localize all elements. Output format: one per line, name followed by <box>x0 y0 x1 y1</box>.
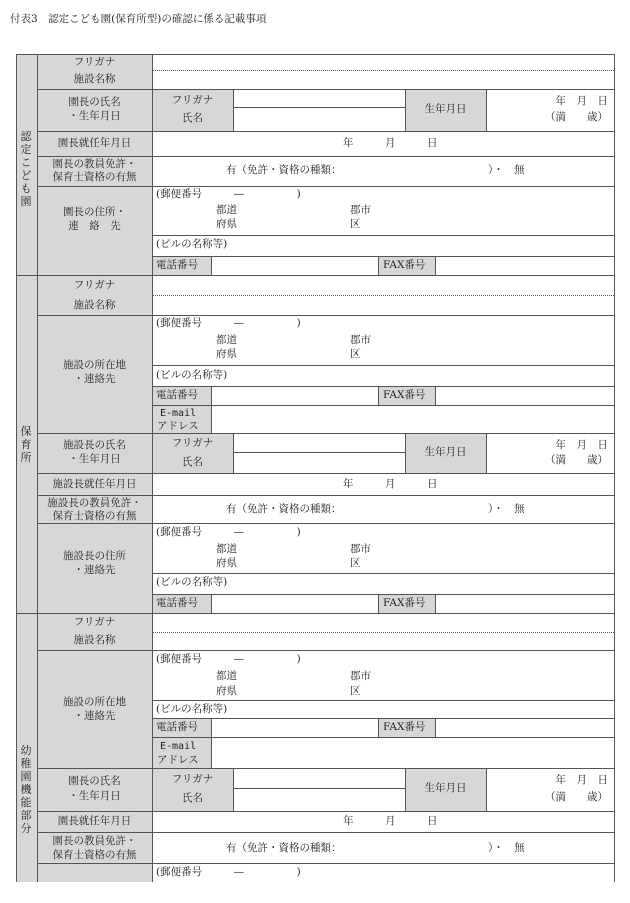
label-facility-name: 施設名称 <box>73 73 116 85</box>
v <box>233 768 234 811</box>
postal-code: (郵便番号 — ) <box>156 653 301 665</box>
label-director-birth: ・生年月日 <box>68 110 121 122</box>
label-phone: 電話番号 <box>156 389 198 401</box>
value-age: （満 歳） <box>545 454 608 466</box>
building-name: (ビルの名称等) <box>156 238 228 250</box>
label-director-license-2: 保育士資格の有無 <box>52 171 137 183</box>
label-birth-date: 生年月日 <box>424 103 467 115</box>
label-director-birth: ・生年月日 <box>68 790 121 802</box>
label-director-name: 園長の氏名 <box>68 775 121 787</box>
row-line <box>37 811 614 812</box>
gunshi-2: 区 <box>350 685 361 697</box>
row-line <box>37 495 614 496</box>
label-director-address-2: 連 絡 先 <box>68 220 121 232</box>
label-location-2: ・連絡先 <box>73 710 116 722</box>
postal-code: (郵便番号 — ) <box>156 317 301 329</box>
section-label-hoikusho: 保育所 <box>20 425 32 464</box>
v <box>378 718 379 737</box>
v <box>233 433 234 473</box>
row-line <box>152 235 614 236</box>
todofuken-2: 府県 <box>216 348 237 360</box>
value-start-ymd: 年 月 日 <box>343 815 438 827</box>
label-email-1: E-mail <box>160 408 197 419</box>
license-none: ）・ 無 <box>488 842 525 854</box>
label-head-address-2: ・連絡先 <box>73 564 116 576</box>
row-line <box>37 768 614 769</box>
gunshi-2: 区 <box>350 218 361 230</box>
label-head-license-1: 施設長の教員免許・ <box>47 497 142 509</box>
postal-code: (郵便番号 — ) <box>156 526 301 538</box>
label-head-name: 施設長の氏名 <box>63 439 126 451</box>
v <box>211 256 212 275</box>
row-line <box>37 473 614 474</box>
building-name: (ビルの名称等) <box>156 703 228 715</box>
label-director-license-1: 園長の教員免許・ <box>52 158 137 170</box>
label-facility-name: 施設名称 <box>73 634 116 646</box>
label-director-start: 園長就任年月日 <box>57 137 132 149</box>
label-birth-date: 生年月日 <box>424 446 467 458</box>
license-have: 有（免許・資格の種類： <box>226 503 342 515</box>
label-director-name: 園長の氏名 <box>68 96 121 108</box>
section-label-kodomoen: 認定こども園 <box>20 130 32 208</box>
gunshi-1: 郡市 <box>350 670 371 682</box>
postal-code: (郵便番号 — ) <box>156 188 301 200</box>
furigana-divider-2 <box>152 295 614 296</box>
value-age: （満 歳） <box>545 791 608 803</box>
row-line <box>37 156 614 157</box>
name-split-2 <box>233 452 405 453</box>
row-line <box>152 737 614 738</box>
v <box>211 594 212 613</box>
value-start-ymd: 年 月 日 <box>343 478 438 490</box>
row-line <box>37 863 614 864</box>
gunshi-1: 郡市 <box>350 204 371 216</box>
row-line <box>37 315 614 316</box>
value-birth-ymd: 年 月 日 <box>555 439 608 451</box>
v <box>378 386 379 405</box>
row-line <box>152 573 614 574</box>
v <box>233 89 234 131</box>
label-name-furigana: フリガナ <box>171 94 214 106</box>
section-divider-2 <box>16 613 614 614</box>
todofuken-2: 府県 <box>216 218 237 230</box>
label-head-start: 施設長就任年月日 <box>52 478 137 490</box>
value-start-ymd: 年 月 日 <box>343 137 438 149</box>
row-line <box>152 718 614 719</box>
label-shimei: 氏名 <box>182 456 203 468</box>
border-left <box>16 54 17 882</box>
gunshi-2: 区 <box>350 348 361 360</box>
label-head-address-1: 施設長の住所 <box>63 550 126 562</box>
row-line <box>37 650 614 651</box>
label-phone: 電話番号 <box>156 259 198 271</box>
row-line <box>37 131 614 132</box>
license-have: 有（免許・資格の種類： <box>226 842 342 854</box>
border-right <box>614 54 615 882</box>
v <box>435 256 436 275</box>
label-fax: FAX番号 <box>383 389 426 401</box>
row-line <box>152 594 614 595</box>
label-location-1: 施設の所在地 <box>63 696 126 708</box>
row-line <box>37 832 614 833</box>
todofuken-1: 都道 <box>216 334 237 346</box>
label-shimei: 氏名 <box>182 112 203 124</box>
name-split-3 <box>233 788 405 789</box>
label-email-2: アドレス <box>157 754 199 766</box>
label-fax: FAX番号 <box>383 259 426 271</box>
gunshi-1: 郡市 <box>350 543 371 555</box>
v <box>435 718 436 737</box>
v <box>211 718 212 768</box>
label-location-2: ・連絡先 <box>73 373 116 385</box>
value-age: （満 歳） <box>545 111 608 123</box>
value-birth-ymd: 年 月 日 <box>555 774 608 786</box>
label-phone: 電話番号 <box>156 597 198 609</box>
license-none: ）・ 無 <box>488 503 525 515</box>
row-line <box>152 256 614 257</box>
license-none: ）・ 無 <box>488 164 525 176</box>
label-director-start: 園長就任年月日 <box>57 815 132 827</box>
gunshi-2: 区 <box>350 557 361 569</box>
label-name-furigana: フリガナ <box>171 773 214 785</box>
name-split-1 <box>233 107 405 108</box>
postal-code: (郵便番号 — ) <box>156 866 301 878</box>
building-name: (ビルの名称等) <box>156 369 228 381</box>
section-label-yochien: 幼稚園機能部分 <box>20 744 32 835</box>
label-shimei: 氏名 <box>182 792 203 804</box>
row-line <box>37 186 614 187</box>
todofuken-2: 府県 <box>216 557 237 569</box>
todofuken-1: 都道 <box>216 204 237 216</box>
label-facility-name: 施設名称 <box>73 299 116 311</box>
row-line <box>152 386 614 387</box>
todofuken-1: 都道 <box>216 670 237 682</box>
value-birth-ymd: 年 月 日 <box>555 95 608 107</box>
v <box>378 594 379 613</box>
row-line <box>152 700 614 701</box>
row-line <box>37 89 614 90</box>
todofuken-2: 府県 <box>216 685 237 697</box>
label-email-2: アドレス <box>157 420 199 432</box>
license-have: 有（免許・資格の種類： <box>226 164 342 176</box>
todofuken-1: 都道 <box>216 543 237 555</box>
label-director-license-1: 園長の教員免許・ <box>52 835 137 847</box>
label-head-license-2: 保育士資格の有無 <box>52 510 137 522</box>
gunshi-1: 郡市 <box>350 334 371 346</box>
label-director-address-1: 園長の住所・ <box>63 206 126 218</box>
row-line <box>152 365 614 366</box>
v <box>435 386 436 405</box>
page-title: 付表3 認定こども園(保育所型)の確認に係る記載事項 <box>10 13 267 25</box>
label-phone: 電話番号 <box>156 721 198 733</box>
row-line <box>152 405 614 406</box>
label-email-1: E-mail <box>160 741 197 752</box>
v <box>435 594 436 613</box>
section-divider-1 <box>16 275 614 276</box>
row-line <box>37 433 614 434</box>
label-furigana: フリガナ <box>73 56 116 68</box>
label-location-1: 施設の所在地 <box>63 359 126 371</box>
row-line <box>37 523 614 524</box>
label-head-birth: ・生年月日 <box>68 453 121 465</box>
label-furigana: フリガナ <box>73 279 116 291</box>
label-fax: FAX番号 <box>383 721 426 733</box>
v <box>378 256 379 275</box>
furigana-divider-1 <box>152 70 614 71</box>
label-name-furigana: フリガナ <box>171 437 214 449</box>
border-top <box>16 54 614 55</box>
label-birth-date: 生年月日 <box>424 782 467 794</box>
v <box>211 386 212 433</box>
label-furigana: フリガナ <box>73 616 116 628</box>
label-director-license-2: 保育士資格の有無 <box>52 849 137 861</box>
building-name: (ビルの名称等) <box>156 576 228 588</box>
furigana-divider-3 <box>152 632 614 633</box>
label-fax: FAX番号 <box>383 597 426 609</box>
